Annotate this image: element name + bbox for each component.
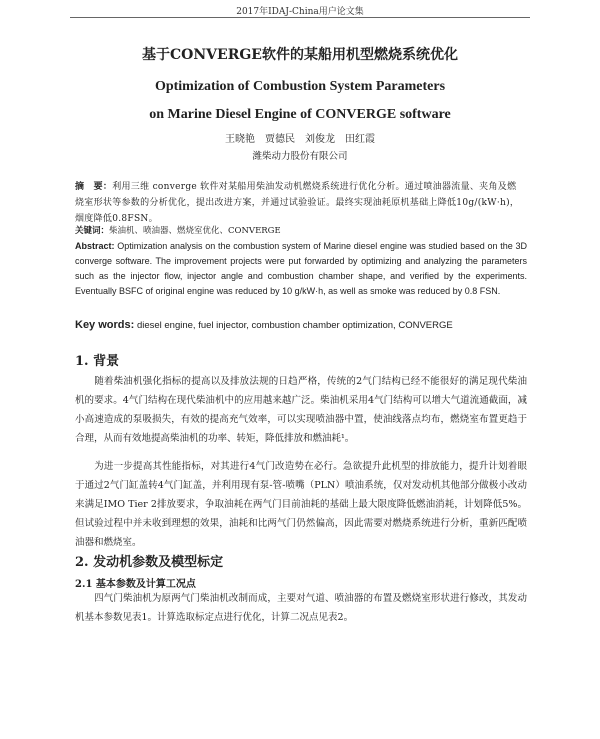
section-2-paragraph-1-text: 四气门柴油机为原两气门柴油机改制而成，主要对气道、喷油器的布置及燃烧室形状进行修改，其发动机基本参数见表1。计算选取标定点进行优化，计算二况点见表2。 xyxy=(75,593,527,623)
author-list: 王晓艳 贾德民 刘俊龙 田红霞 xyxy=(225,134,375,145)
abstract-chinese xyxy=(75,179,525,227)
running-header: 2017年IDAJ-China用户论文集 xyxy=(236,7,364,17)
section-2-1-heading: 2.1 基本参数及计算工况点 xyxy=(75,579,196,590)
keywords-chinese-label: 关键词： xyxy=(75,226,110,236)
keywords-english xyxy=(75,318,535,333)
section-1-heading: 1. 背景 xyxy=(75,354,120,369)
abstract-english xyxy=(75,239,527,299)
section-1-paragraph-2-text: 为进一步提高其性能指标，对其进行4气门改造势在必行。急欲提升此机型的排放能力，提升计划着眼于通过2气门缸盖转4气门缸盖，并利用现有泵-管-喷嘴（PLN）喷油系统，仅对发动机其他部分做极小改动来满足IMO Tier 2排放要求，争取油耗在两气门目前油耗的基础上最大限度降低燃油消耗，计划降低5%。但试验过程中并未收到理想的效果，油耗和比两气门仍然偏高，因此需要对燃烧系统进行分析，重新匹配喷油器和燃烧室。 xyxy=(75,461,527,548)
title-english-line1: Optimization of Combustion System Parameters xyxy=(154,79,446,94)
abstract-chinese-text: 利用三维 converge 软件对某船用柴油发动机燃烧系统进行优化分析。通过喷油器流量、夹角及燃烧室形状等参数的分析优化，提出改进方案，并通过试验验证。最终实现油耗原机基础上降低10g/(kW·h)，烟度降低0.8FSN。 xyxy=(75,182,520,224)
abstract-chinese-label: 摘 要： xyxy=(75,182,113,192)
keywords-chinese xyxy=(75,224,525,238)
abstract-english-text: Optimization analysis on the combustion system of Marine diesel engine was studied based on the 3D converge software. The improvement projects were put forwarded by optimizing and analyzing the parameters such as the injector flow, injector angle and combustion chamber shape, and verified by the experiments. Eventually BSFC of original engine was reduced by 10 g/kW·h, as well as smoke was reduced by 0.8 FSN. xyxy=(75,241,527,296)
affiliation: 潍柴动力股份有限公司 xyxy=(252,151,348,162)
keywords-english-text: diesel engine, fuel injector, combustion chamber optimization, CONVERGE xyxy=(136,320,453,331)
header-divider xyxy=(70,17,530,18)
keywords-english-label: Key words: xyxy=(75,319,135,331)
section-1-paragraph-2 xyxy=(75,457,527,552)
section-1-paragraph-1-text: 随着柴油机强化指标的提高以及排放法规的日趋严格，传统的2气门结构已经不能很好的满足现代柴油机的要求。4气门结构在现代柴油机中的应用越来越广泛。柴油机采用4气门结构可以增大气道流通截面，减小高速造成的泵吸损失，有效的提高充气效率，可以实现喷油器中置，使油线落点均布，燃烧室布置更趋于合理，从而有效地提高柴油机的功率、转矩，降低排放和燃油耗¹。 xyxy=(75,376,527,444)
section-2-paragraph-1 xyxy=(75,589,527,627)
title-chinese: 基于CONVERGE软件的某船用机型燃烧系统优化 xyxy=(142,47,458,63)
abstract-english-label: Abstract: xyxy=(75,241,115,251)
title-english-line2: on Marine Diesel Engine of CONVERGE software xyxy=(149,107,451,122)
section-2-heading: 2. 发动机参数及模型标定 xyxy=(75,555,224,570)
section-1-paragraph-1 xyxy=(75,372,527,448)
keywords-chinese-text: 柴油机、喷油器、燃烧室优化、CONVERGE xyxy=(109,226,281,236)
